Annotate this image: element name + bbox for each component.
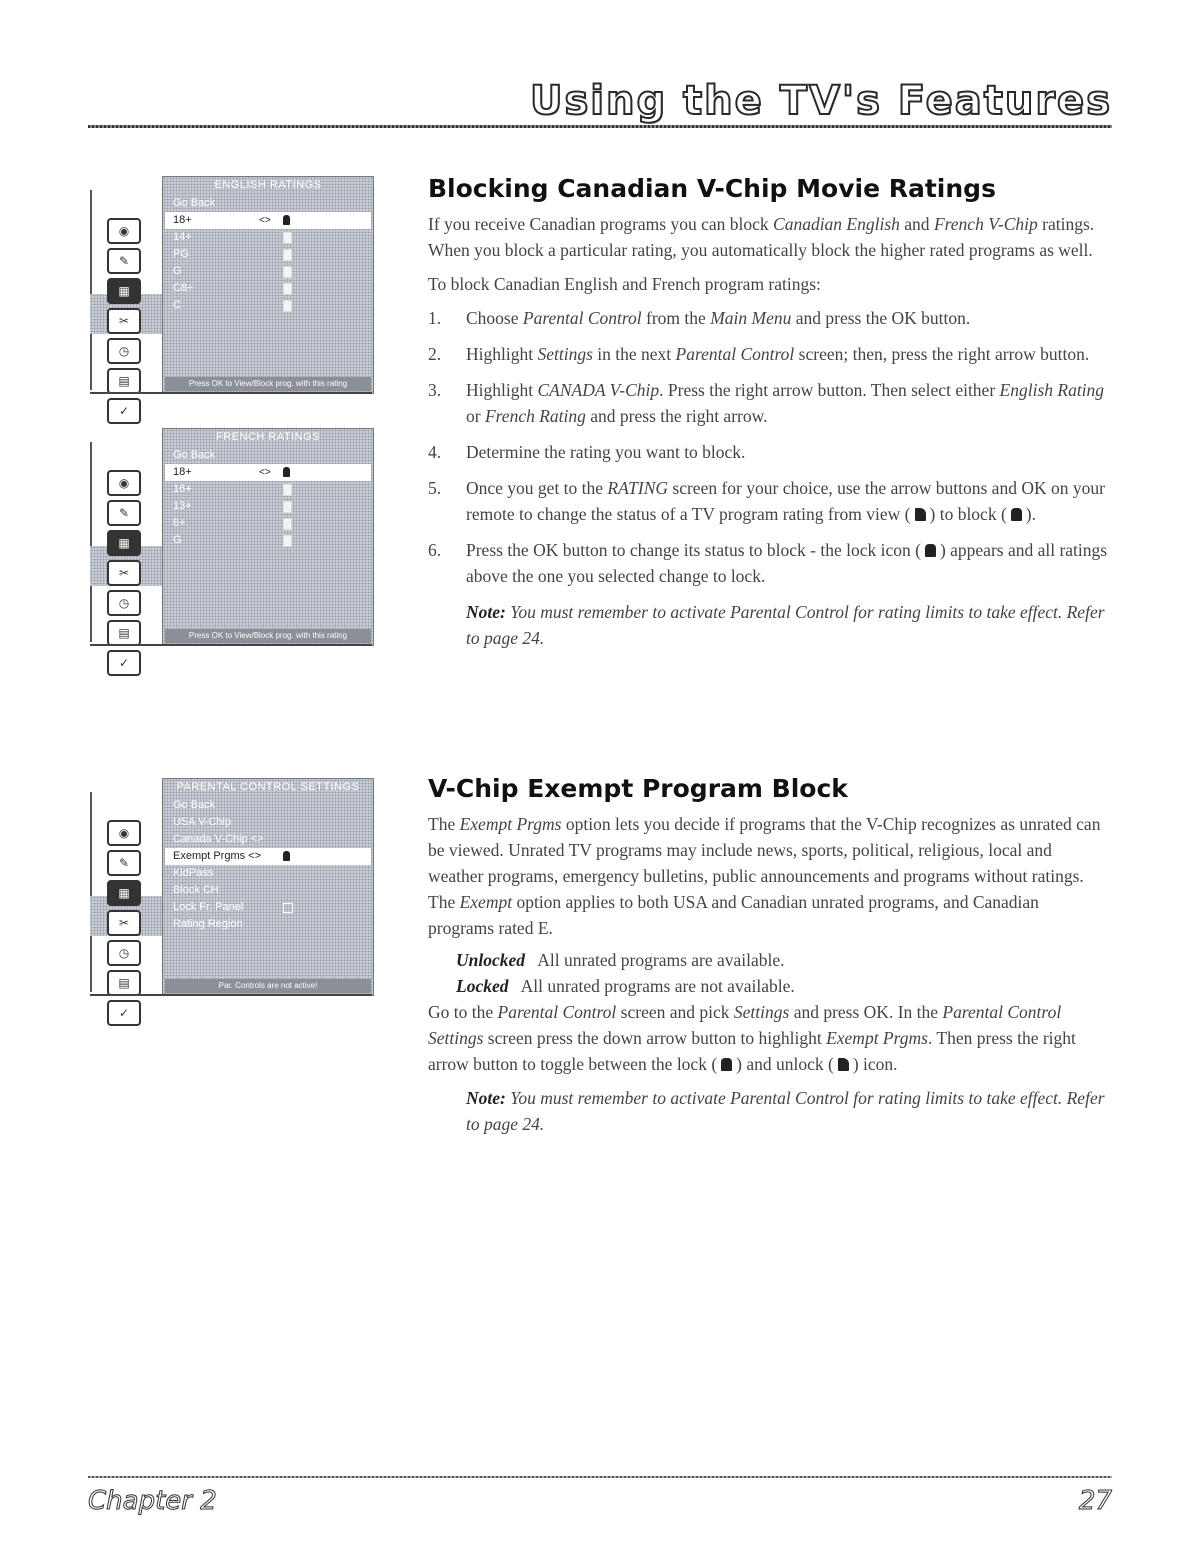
osd-row-go-back[interactable]: Go Back	[173, 197, 216, 209]
note: Note: You must remember to activate Parental Control for rating limits to take effect. Refer to page 24.	[466, 1088, 1105, 1134]
section-exempt-block	[428, 774, 1108, 1137]
osd-panel	[162, 778, 374, 996]
osd-row-14plus[interactable]: 14+	[165, 229, 371, 246]
osd-row-block-ch[interactable]: Block CH	[173, 884, 219, 896]
osd-panel	[162, 176, 374, 394]
tools-icon: ✎	[107, 500, 141, 526]
lock-icon	[1011, 508, 1022, 521]
intro-paragraph: If you receive Canadian programs you can block Canadian English and French V-Chip ratings. When you block a particular rating, you automatically block the higher rated programs as well.	[428, 214, 1095, 260]
unlock-icon	[915, 508, 926, 521]
osd-english-ratings	[90, 176, 372, 418]
step-3: 3. Highlight CANADA V-Chip. Press the right arrow button. Then select either English Rating or French Rating and press the right arrow.	[428, 380, 1105, 426]
checklist-icon: ✓	[107, 1000, 141, 1026]
unlock-icon	[283, 283, 292, 295]
osd-row-go-back[interactable]: Go Back	[173, 449, 216, 461]
eye-icon: ◉	[107, 820, 141, 846]
exempt-paragraph: The Exempt Prgms option lets you decide if programs that the V-Chip recognizes as unrated can be viewed. Unrated TV programs may include news, sports, political, religious, local and weather programs, emergency bulletins, public announcements and programs without ratings. The Exempt option applies to both USA and Canadian unrated programs, and Canadian programs rated E.	[428, 814, 1101, 938]
osd-title: ENGLISH RATINGS	[214, 179, 322, 191]
tv-icon: ▦	[107, 530, 141, 556]
page-number: 27	[1078, 1486, 1112, 1516]
dish-icon: ✂	[107, 910, 141, 936]
step-2: 2. Highlight Settings in the next Parental Control screen; then, press the right arrow button.	[428, 344, 1090, 364]
section-canadian-ratings	[428, 174, 1108, 651]
clock-icon: ◷	[107, 590, 141, 616]
dish-icon: ✂	[107, 560, 141, 586]
unlock-icon	[283, 300, 292, 312]
osd-row-g[interactable]: G	[165, 263, 371, 280]
dish-icon: ✂	[107, 308, 141, 334]
eye-icon: ◉	[107, 218, 141, 244]
osd-row-18plus[interactable]: 18+ <>	[165, 464, 371, 481]
checklist-icon: ✓	[107, 398, 141, 424]
osd-row-c[interactable]: C	[165, 297, 371, 314]
osd-menu-icons	[106, 820, 142, 1030]
step-6: 6. Press the OK button to change its status to block - the lock icon ( ) appears and all ratings above the one you selected change to lock.	[428, 540, 1108, 586]
unlock-icon	[283, 249, 292, 261]
unlock-icon	[283, 535, 292, 547]
header-rule	[88, 125, 1112, 128]
osd-title: PARENTAL CONTROL SETTINGS	[176, 781, 360, 793]
step-5: 5. Once you get to the RATING screen for your choice, use the arrow buttons and OK on your remote to change the status of a TV program rating from view ( ) to block ( ).	[428, 478, 1105, 524]
osd-row-exempt-prgms[interactable]: Exempt Prgms <>	[165, 848, 371, 865]
osd-row-rating-region[interactable]: Rating Region	[173, 918, 243, 930]
osd-status: Press OK to View/Block prog. with this rating	[165, 629, 371, 643]
eye-icon: ◉	[107, 470, 141, 496]
lock-icon	[283, 215, 290, 225]
osd-menu-icons	[106, 470, 142, 680]
osd-row-usa-vchip[interactable]: USA V-Chip	[173, 816, 232, 828]
section-heading: Blocking Canadian V-Chip Movie Ratings	[428, 174, 996, 203]
tools-icon: ✎	[107, 248, 141, 274]
osd-row-18plus[interactable]: 18+ <>	[165, 212, 371, 229]
osd-title: FRENCH RATINGS	[216, 431, 320, 443]
osd-row-8plus[interactable]: 8+	[165, 515, 371, 532]
lock-icon	[283, 851, 290, 861]
osd-row-go-back[interactable]: Go Back	[173, 799, 216, 811]
unlock-icon	[283, 266, 292, 278]
tv-icon: ▦	[107, 278, 141, 304]
steps-list	[428, 305, 1108, 589]
osd-row-lock-front-panel[interactable]: Lock Fr. Panel	[165, 899, 371, 916]
channel-icon: ▤	[107, 368, 141, 394]
unlock-icon	[283, 484, 292, 496]
instructions-paragraph: Go to the Parental Control screen and pick Settings and press OK. In the Parental Control Settings screen press the down arrow button to highlight Exempt Prgms. Then press the right arrow button to toggle between the lock ( ) and unlock ( ) icon.	[428, 1002, 1076, 1074]
lock-icon	[283, 467, 290, 477]
osd-status: Par. Controls are not active!	[165, 979, 371, 993]
clock-icon: ◷	[107, 338, 141, 364]
osd-row-16plus[interactable]: 16+	[165, 481, 371, 498]
page-header	[88, 78, 1112, 128]
unlock-icon	[283, 232, 292, 244]
lead-paragraph: To block Canadian English and French program ratings:	[428, 274, 821, 294]
lock-icon	[925, 544, 936, 557]
step-4: 4. Determine the rating you want to block.	[428, 442, 746, 462]
osd-row-g[interactable]: G	[165, 532, 371, 549]
clock-icon: ◷	[107, 940, 141, 966]
channel-icon: ▤	[107, 970, 141, 996]
unlock-icon	[283, 501, 292, 513]
osd-row-canada-vchip[interactable]: Canada V-Chip <>	[173, 833, 264, 845]
arrow-indicator: <>	[259, 215, 271, 226]
osd-parental-control-settings	[90, 778, 372, 1020]
osd-row-pg[interactable]: PG	[165, 246, 371, 263]
footer-rule	[88, 1476, 1112, 1478]
checkbox-icon	[283, 903, 293, 913]
step-1: 1. Choose Parental Control from the Main Menu and press the OK button.	[428, 308, 971, 328]
arrow-indicator: <>	[259, 467, 271, 478]
osd-french-ratings	[90, 428, 372, 670]
locked-definition: Locked All unrated programs are not available.	[456, 976, 795, 996]
osd-row-13plus[interactable]: 13+	[165, 498, 371, 515]
unlocked-definition: Unlocked All unrated programs are available.	[456, 950, 785, 970]
lock-icon	[721, 1058, 732, 1071]
note: Note: You must remember to activate Parental Control for rating limits to take effect. Refer to page 24.	[466, 602, 1105, 648]
section-heading: V-Chip Exempt Program Block	[428, 774, 848, 803]
osd-row-kidpass[interactable]: KidPass	[173, 867, 214, 879]
osd-panel	[162, 428, 374, 646]
channel-icon: ▤	[107, 620, 141, 646]
osd-status: Press OK to View/Block prog. with this rating	[165, 377, 371, 391]
osd-row-c8plus[interactable]: C8+	[165, 280, 371, 297]
header-title: Using the TV's Features	[530, 78, 1112, 124]
chapter-label: Chapter 2	[88, 1486, 217, 1516]
tv-icon: ▦	[107, 880, 141, 906]
osd-menu-icons	[106, 218, 142, 428]
checklist-icon: ✓	[107, 650, 141, 676]
unlock-icon	[838, 1058, 849, 1071]
tools-icon: ✎	[107, 850, 141, 876]
unlock-icon	[283, 518, 292, 530]
